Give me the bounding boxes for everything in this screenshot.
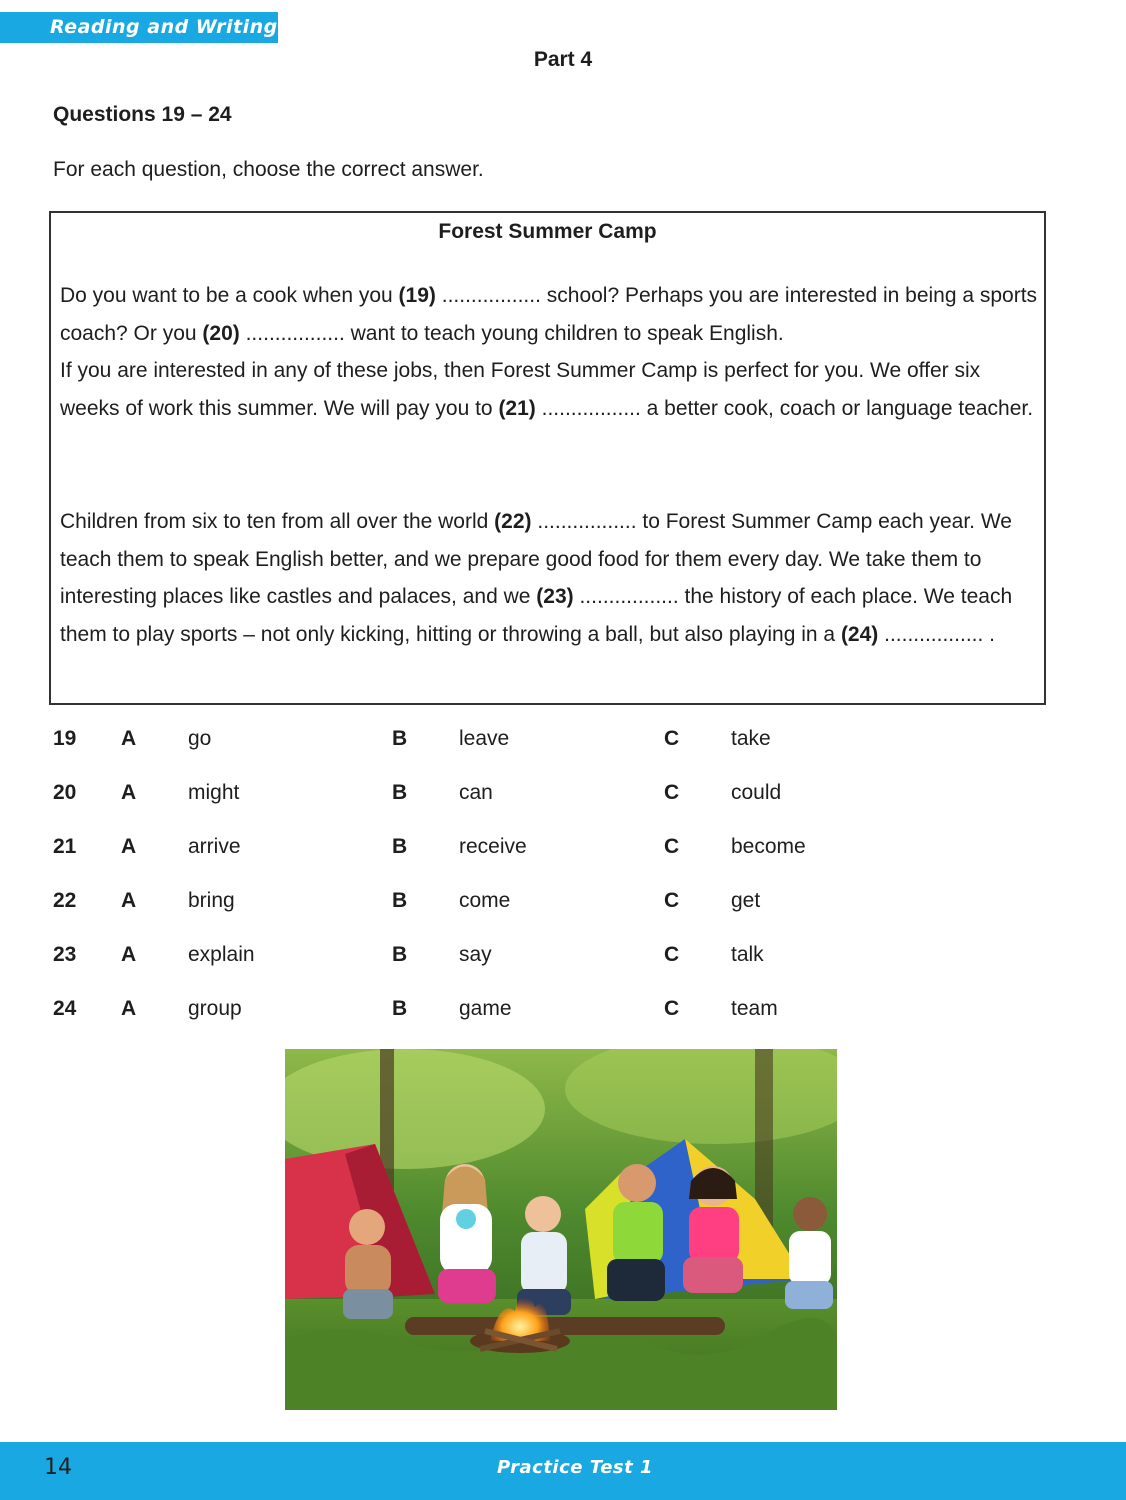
option-letter-a: A	[121, 889, 137, 912]
option-letter-a: A	[121, 835, 137, 858]
text-run: ................. .	[878, 622, 995, 646]
option-letter-b: B	[392, 997, 408, 1020]
text-run: ................. a better cook, coach or language teacher.	[535, 396, 1034, 420]
question-number: 23	[53, 943, 77, 966]
option-b[interactable]: game	[459, 997, 512, 1020]
text-run: ................. school? Perhaps you are interested in being a sports coach? Or you	[60, 284, 1038, 345]
option-letter-b: B	[392, 889, 408, 912]
questions-title: Questions 19 – 24	[53, 103, 232, 126]
text-title: Forest Summer Camp	[438, 220, 657, 243]
gap-number-24: (24)	[840, 622, 879, 646]
gap-number-21: (21)	[498, 396, 536, 420]
option-letter-c: C	[664, 889, 680, 912]
option-row-22	[0, 889, 1126, 919]
option-row-24	[0, 997, 1126, 1027]
paragraph-1	[60, 277, 1045, 427]
option-c[interactable]: talk	[731, 943, 764, 966]
camp-photo	[285, 1049, 837, 1410]
option-c[interactable]: become	[731, 835, 806, 858]
option-letter-b: B	[392, 943, 408, 966]
option-letter-a: A	[121, 727, 137, 750]
option-letter-b: B	[392, 781, 408, 804]
option-letter-c: C	[664, 835, 680, 858]
child-5	[683, 1166, 743, 1293]
part-title: Part 4	[533, 48, 593, 71]
option-c[interactable]: could	[731, 781, 782, 804]
option-row-23	[0, 943, 1126, 973]
option-c[interactable]: take	[731, 727, 771, 750]
footer-label: Practice Test 1	[497, 1457, 654, 1478]
gap-number-23: (23)	[536, 585, 574, 609]
option-letter-c: C	[664, 727, 680, 750]
text-run: Do you want to be a cook when you	[60, 284, 399, 307]
option-letter-b: B	[392, 835, 408, 858]
page-number: 14	[44, 1455, 72, 1480]
option-b[interactable]: receive	[459, 835, 527, 858]
option-letter-b: B	[392, 727, 408, 750]
question-number: 24	[53, 997, 77, 1020]
option-letter-a: A	[121, 943, 137, 966]
text-run: If you are interested in any of these jobs, then Forest Summer Camp is perfect for you. We offer six weeks of work this summer. We will pay you to	[60, 359, 981, 420]
option-a[interactable]: bring	[188, 889, 235, 912]
option-a[interactable]: arrive	[188, 835, 241, 858]
option-b[interactable]: come	[459, 889, 511, 912]
option-c[interactable]: team	[731, 997, 778, 1020]
text-run: ................. to Forest Summer Camp each year. We teach them to speak English better, and we prepare good food for them every day. We take them to interesting places like castles and palaces, and we	[60, 510, 1012, 609]
option-a[interactable]: might	[188, 781, 240, 804]
option-c[interactable]: get	[731, 889, 761, 912]
reading-text-box	[49, 211, 1046, 705]
option-a[interactable]: go	[188, 727, 212, 750]
text-run: Children from six to ten from all over the world	[60, 510, 495, 533]
gap-number-20: (20)	[202, 321, 240, 345]
instruction-text: For each question, choose the correct answer.	[53, 158, 484, 181]
option-b[interactable]: can	[459, 781, 493, 804]
gap-number-19: (19)	[398, 284, 436, 307]
option-letter-c: C	[664, 997, 680, 1020]
option-b[interactable]: say	[459, 943, 492, 966]
camp-photo-illustration	[285, 1049, 837, 1410]
question-number: 21	[53, 835, 77, 858]
option-letter-c: C	[664, 781, 680, 804]
question-number: 19	[53, 727, 77, 750]
option-row-21	[0, 835, 1126, 865]
paragraph-2	[60, 503, 1045, 653]
option-row-20	[0, 781, 1126, 811]
option-letter-c: C	[664, 943, 680, 966]
option-letter-a: A	[121, 781, 137, 804]
text-run: ................. want to teach young children to speak English.	[239, 321, 784, 345]
option-letter-a: A	[121, 997, 137, 1020]
option-b[interactable]: leave	[459, 727, 510, 750]
gap-number-22: (22)	[494, 510, 532, 533]
option-a[interactable]: explain	[188, 943, 255, 966]
option-row-19	[0, 727, 1126, 757]
option-a[interactable]: group	[188, 997, 242, 1020]
question-number: 22	[53, 889, 77, 912]
section-header-tab: Reading and Writing	[0, 12, 278, 43]
text-run: ................. the history of each place. We teach them to play sports – not only kicking, hitting or throwing a ball, but also playing in a	[60, 585, 1013, 646]
question-number: 20	[53, 781, 77, 804]
